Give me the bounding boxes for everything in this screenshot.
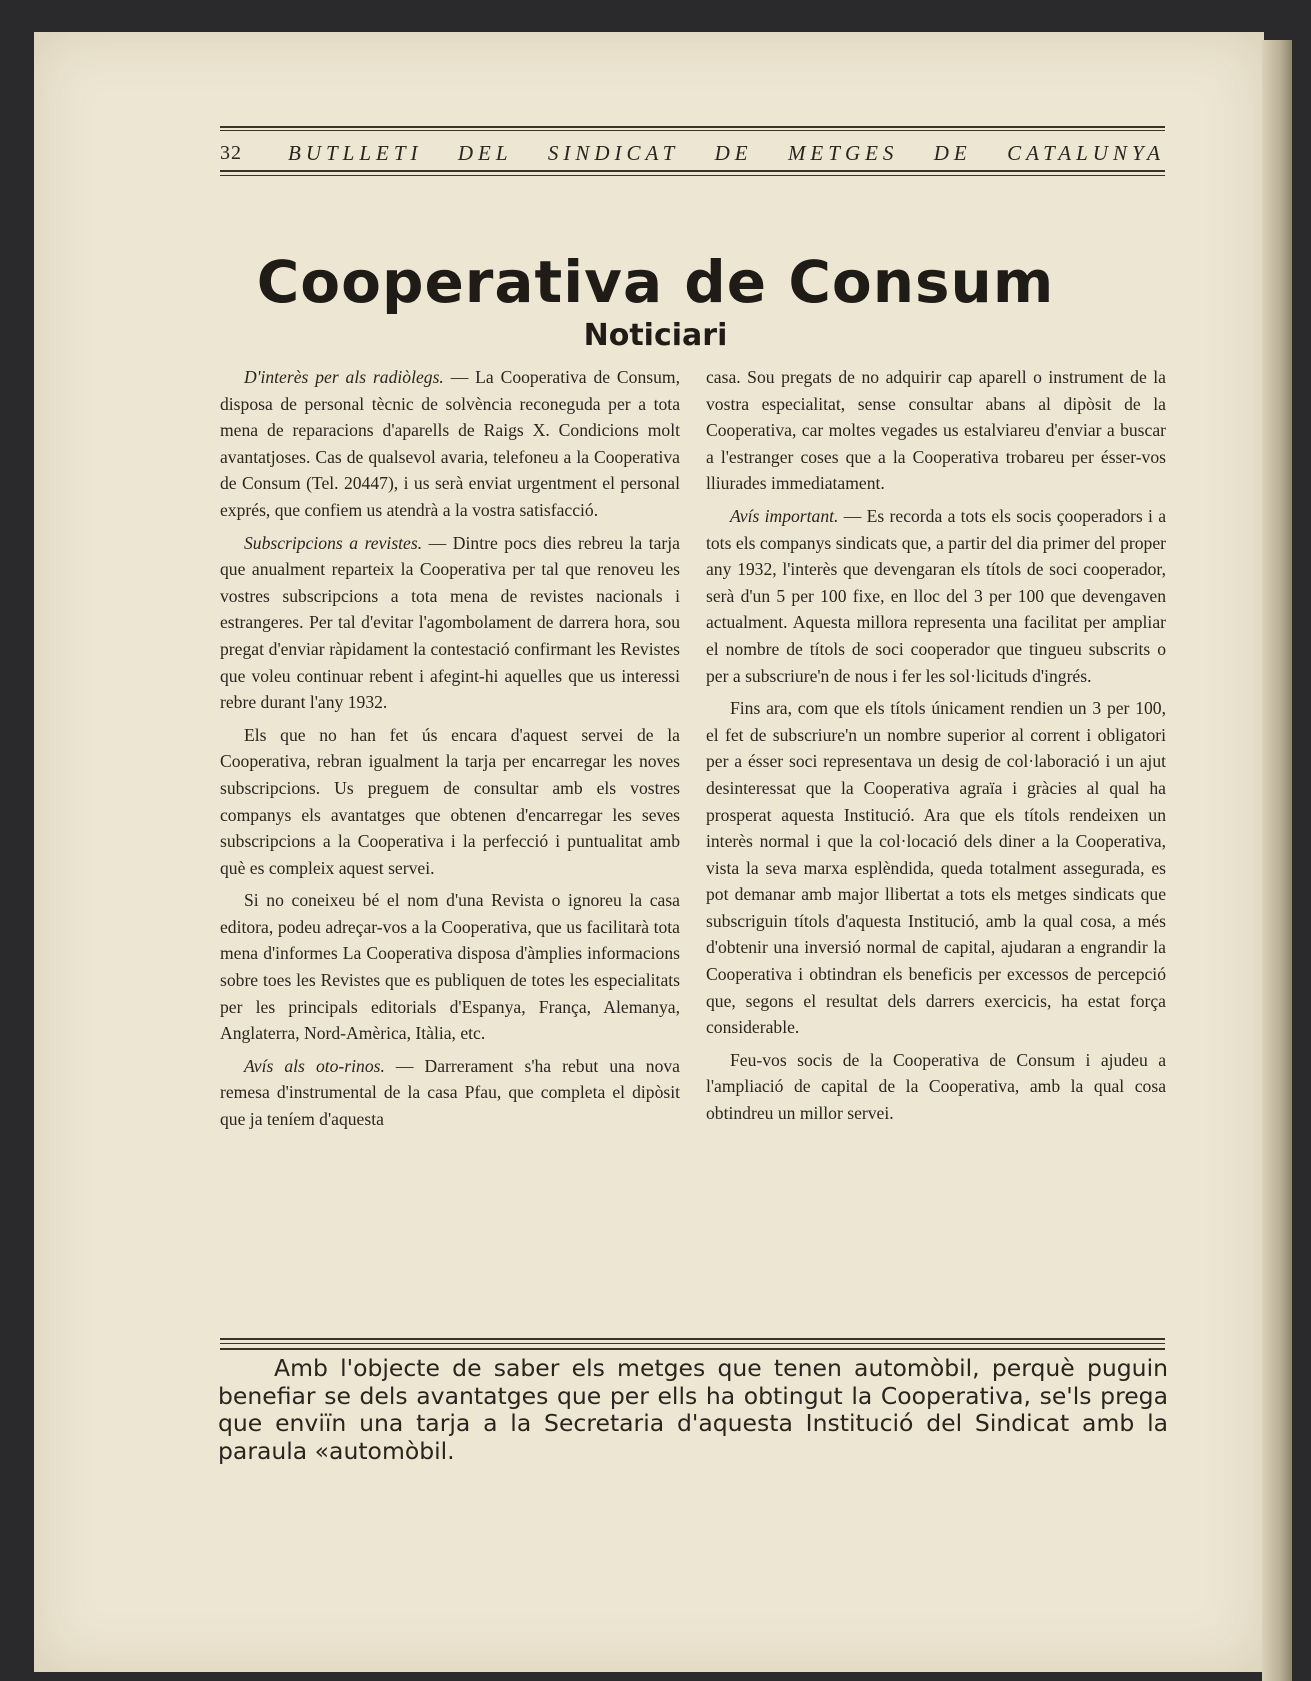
paragraph <box>706 695 1166 1041</box>
divider-rule <box>220 1338 1165 1340</box>
paragraph-text: — Dintre pocs dies rebreu la tarja que anualment reparteix la Cooperativa per tal que renoveu les vostres subscripcions a tota mena de revistes nacionals i estrangeres. Per tal d'evitar l'agombolament de darrera hora, sou pregat d'enviar ràpidament la contestació confirmant les Revistes que voleu continuar rebent i afegint-hi aquelles que us interessi rebre durant l'any 1932. <box>220 532 680 713</box>
paragraph-text: — Es recorda a tots els socis çooperadors i a tots els companys sindicats que, a partir del dia primer del proper any 1932, l'interès que devengaran els títols de soci cooperador, serà d'un 5 per 100 fixe, en lloc del 3 per 100 que devengaven actualment. Aquesta millora representa una facilitat per ampliar el nombre de títols de soci cooperador que tingueu subscrits o per a subscriure'n de nous i fer les sol·licituds d'ingrés. <box>706 505 1167 686</box>
header-rule-top <box>220 126 1165 128</box>
running-title-word: CATALUNYA <box>1007 141 1165 165</box>
paragraph-text: — Darrerament s'ha rebut una nova remesa d'instrumental de la casa Pfau, que completa el dipòsit que ja teníem d'aquesta <box>220 1055 680 1130</box>
running-title-word: DE <box>714 141 753 165</box>
paragraph <box>220 530 680 716</box>
paragraph-text: Els que no han fet ús encara d'aquest servei de la Cooperativa, rebran igualment la tarja per encarregar les noves subscripcions. Us preguem de consultar amb els vostres companys els avantatges que obtenen d'encarregar les seves subscripcions a la Cooperativa i la perfecció i puntualitat amb què es compleix aquest servei. <box>220 724 680 878</box>
running-title-word: METGES <box>787 141 899 165</box>
divider-rule <box>220 1348 1165 1350</box>
running-title-word: DE <box>933 141 972 165</box>
article-title: Cooperativa de Consum <box>256 248 1055 316</box>
paragraph-lead: Avís als oto-rinos. <box>244 1055 385 1076</box>
paragraph <box>220 1053 680 1133</box>
running-title-word: SINDICAT <box>547 141 680 165</box>
running-title-word: BUTLLETI <box>288 141 423 165</box>
automobile-notice <box>218 1355 1168 1465</box>
paragraph <box>706 364 1166 497</box>
paragraph <box>706 503 1166 689</box>
header-rule-bottom <box>220 170 1165 172</box>
paragraph-text: Fins ara, com que els títols únicament rendien un 3 per 100, el fet de subscriure'n un nombre superior al corrent i obligatori per a ésser soci representava un desig de col·laboració i un ajut desinteressat que la Cooperativa agraïa i gràcies al qual ha prosperat aquesta Institució. Ara que els títols rendeixen un interès normal i que la col·locació dels diner a la Cooperativa, vista la seva marxa esplèndida, queda totalment assegurada, es pot demanar amb major llibertat a tots els metges sindicats que subscriguin títols d'aquesta Institució, amb la qual cosa, a més d'obtenir una inversió normal de capital, ajudaran a engrandir la Cooperativa i obtindran els beneficis per excessos de percepció que, segons el resultat dels darrers exercicis, ha estat força considerable. <box>706 698 1166 1038</box>
paragraph <box>220 364 680 524</box>
page-number: 32 <box>220 142 242 164</box>
paragraph-text: Feu-vos socis de la Cooperativa de Consum i ajudeu a l'ampliació de capital de la Cooperativa, amb la qual cosa obtindreu un millor servei. <box>706 1049 1166 1124</box>
right-column <box>706 364 1166 1133</box>
paragraph-text: — La Cooperativa de Consum, disposa de personal tècnic de solvència reconeguda per a tota mena de reparacions d'aparells de Raigs X. Condicions molt avantatjoses. Cas de qualsevol avaria, telefoneu a la Cooperativa de Consum (Tel. 20447), i us serà enviat urgentment el personal exprés, que confiem us atendrà a la vostra satisfacció. <box>220 367 680 520</box>
paragraph-text: Si no coneixeu bé el nom d'una Revista o ignoreu la casa editora, podeu adreçar-vos a la Cooperativa, que us facilitarà tota mena d'informes La Cooperativa disposa d'àmplies informacions sobre toes les Revistes que es publiquen de totes les especialitats per les principals editorials d'Espanya, França, Alemanya, Anglaterra, Nord-Amèrica, Itàlia, etc. <box>220 890 680 1044</box>
paragraph <box>706 1047 1166 1127</box>
paragraph <box>220 722 680 882</box>
paragraph-lead: Subscripcions a revistes. <box>244 532 423 553</box>
running-title-word: DEL <box>457 141 513 165</box>
paragraph-lead: D'interès per als radiòlegs. <box>244 367 444 387</box>
paragraph <box>220 887 680 1047</box>
article-subtitle: Noticiari <box>583 318 728 353</box>
running-header <box>220 126 1165 176</box>
left-column <box>220 364 680 1139</box>
header-rule-bottom-thin <box>220 175 1165 176</box>
running-title <box>288 141 1165 166</box>
notice-text: Amb l'objecte de saber els metges que tenen automòbil, perquè puguin benefiar se dels avantatges que per ells ha obtingut la Cooperativa, se'ls prega que enviïn una tarja a la Secretaria d'aquesta Institució del Sindicat amb la paraula «automòbil. <box>218 1354 1168 1465</box>
header-rule-top-thin <box>220 130 1165 131</box>
section-divider <box>220 1338 1165 1350</box>
paragraph-text: casa. Sou pregats de no adquirir cap aparell o instrument de la vostra especialitat, sense consultar abans al dipòsit de la Cooperativa, car moltes vegades us estalviareu d'enviar a buscar a l'estranger coses que a la Cooperativa trobareu per ésser-vos lliurades immediatament. <box>706 367 1166 494</box>
paragraph-lead: Avís important. <box>730 505 839 526</box>
divider-rule-thin <box>220 1343 1165 1344</box>
